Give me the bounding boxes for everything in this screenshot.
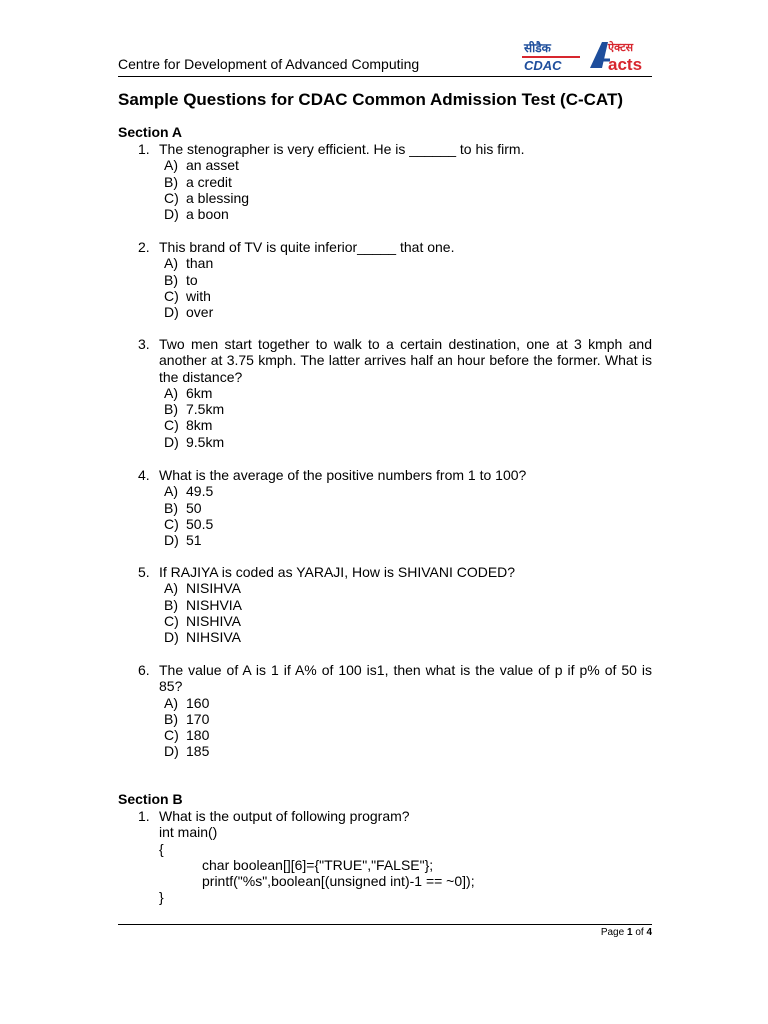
option-c: C) NISHIVA [164,612,241,629]
code-line: printf("%s",boolean[(unsigned int)-1 == ~0]); [202,873,475,890]
option-b: B) 170 [164,710,210,727]
question-text: The stenographer is very efficient. He is ______ to his firm. [159,141,525,157]
question-text: The value of A is 1 if A% of 100 is1, then what is the value of p if p% of 50 is 85? [159,662,652,695]
option-c: C) with [164,287,211,304]
option-d: D) NIHSIVA [164,629,241,646]
option-d: D) 9.5km [164,433,225,450]
code-line: { [159,840,164,857]
option-b: B) 7.5km [164,401,225,418]
code-line: char boolean[][6]={"TRUE","FALSE"}; [202,856,434,873]
question-a4: 4. What is the average of the positive numbers from 1 to 100? A) 49.5 B) 50 C) 50.5 D) 51 [118,467,652,548]
question-text: Two men start together to walk to a certain destination, one at 3 kmph and another at 3.75 kmph. The latter arrives half an hour before the former. What is the distance? [159,336,652,385]
question-text: If RAJIYA is coded as YARAJI, How is SHIVANI CODED? [159,564,516,580]
option-b: B) to [164,271,198,288]
option-c: C) 8km [164,417,213,434]
code-line: } [159,889,164,906]
option-a: A) than [164,255,214,272]
question-a1: 1. The stenographer is very efficient. He is ______ to his firm. A) an asset B) a credit C) a blessing D) a boon [118,141,652,222]
option-a: A) 160 [164,694,210,711]
question-a5: 5. If RAJIYA is coded as YARAJI, How is SHIVANI CODED? A) NISIHVA B) NISHVIA C) NISHIVA D) NIHSIVA [118,564,652,645]
page-header [118,36,652,77]
document-title: Sample Questions for CDAC Common Admission Test (C-CAT) [118,90,623,109]
code-block [159,824,652,905]
question-text: This brand of TV is quite inferior_____ that one. [159,239,455,255]
acts-logo [588,38,652,72]
option-b: B) 50 [164,499,202,516]
option-a: A) 6km [164,384,213,401]
question-a3: 3. Two men start together to walk to a certain destination, one at 3 kmph and another at 3.75 kmph. The latter arrives half an hour before the former. What is the distance? A) 6km B) 7.5km C) 8km D) 9.5km [138,336,652,450]
question-a6: 6. The value of A is 1 if A% of 100 is1, then what is the value of p if p% of 50 is 85? A) 160 B) 170 C) 180 D) 185 [138,662,652,760]
acts-logo-hindi: ऐक्टस [608,41,634,54]
option-b: B) NISHVIA [164,596,243,613]
acts-logo-text: acts [608,55,643,72]
option-a: A) NISIHVA [164,580,241,597]
cdac-logo [522,38,582,72]
header-logos [522,38,652,72]
question-text: What is the output of following program? [159,808,410,824]
cdac-logo-text: CDAC [524,58,562,72]
footer-rule [118,924,652,925]
question-text: What is the average of the positive numbers from 1 to 100? [159,467,527,483]
question-b1: 1. What is the output of following program? int main() { char boolean[][6]={"TRUE","FALSE"}; printf("%s",boolean[(unsigned int)-1 == ~0]); } [118,808,652,906]
option-d: D) 51 [164,532,202,549]
option-d: D) over [164,304,214,321]
option-d: D) a boon [164,206,229,223]
section-a-heading: Section A [118,124,183,140]
option-d: D) 185 [164,743,210,760]
option-c: C) 50.5 [164,515,214,532]
option-b: B) a credit [164,173,232,190]
cdac-logo-hindi: सीडैक [524,41,551,55]
option-a: A) an asset [164,157,239,174]
option-c: C) a blessing [164,189,250,206]
organization-name: Centre for Development of Advanced Computing [118,56,420,72]
page-number: Page 1 of 4 [600,927,652,938]
option-a: A) 49.5 [164,483,214,500]
section-b-heading: Section B [118,791,183,807]
question-a2: 2. This brand of TV is quite inferior_____ that one. A) than B) to C) with D) over [118,239,652,320]
code-line: int main() [159,824,218,841]
option-c: C) 180 [164,727,210,744]
